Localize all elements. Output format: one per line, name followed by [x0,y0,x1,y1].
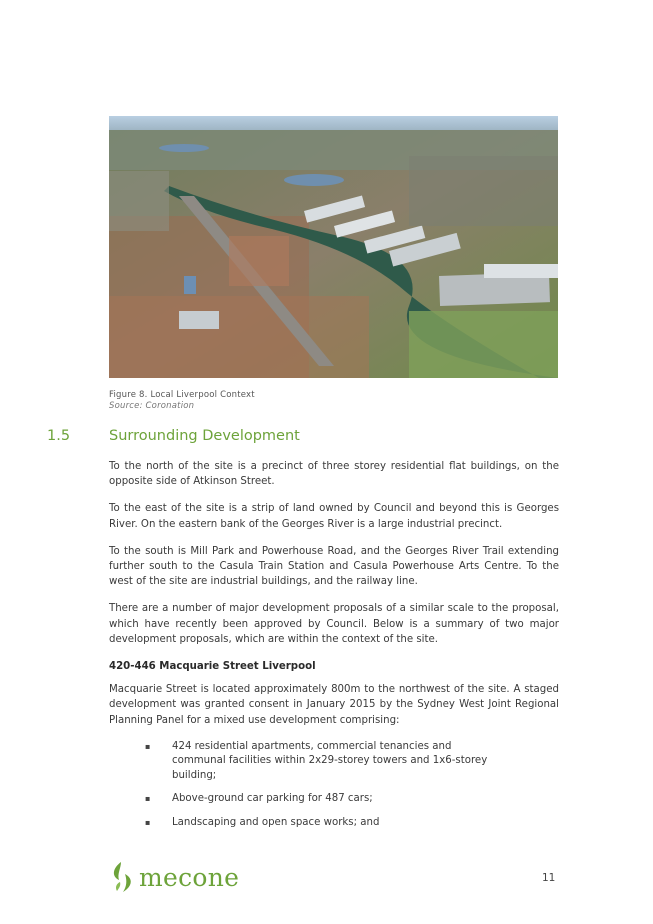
section-title: Surrounding Development [109,428,300,444]
figure-source: Source: Coronation [109,401,195,411]
aerial-photo-drawing [109,116,558,378]
section-heading [47,428,567,444]
list-item: ▪ Above-ground car parking for 487 cars; [109,792,559,807]
aerial-photo [109,116,558,378]
paragraph-south: To the south is Mill Park and Powerhouse Road, and the Georges River Trail extending further south to the Casula Train Station and Casula Powerhouse Arts Centre. To the west of the site are industrial buildings, and the railway line. [109,545,559,588]
bullet-list [109,740,559,831]
section-body [109,459,559,839]
list-item: ▪ Landscaping and open space works; and [109,816,559,831]
paragraph-east: To the east of the site is a strip of land owned by Council and beyond this is Georges River. On the eastern bank of the Georges River is a large industrial precinct. [109,503,559,530]
page-number: 11 [542,872,556,884]
mecone-logo [111,861,239,893]
logo-text: mecone [139,862,240,892]
leaf-icon [111,862,135,892]
paragraph-proposals: There are a number of major development proposals of a similar scale to the proposal, which have recently been approved by Council. Below is a summary of two major development proposals, which are within the context of the site. [109,603,559,645]
list-item: ▪ 424 residential apartments, commercial tenancies and communal facilities within 2x29-storey towers and 1x6-storey building; [109,740,559,784]
subsection-paragraph: Macquarie Street is located approximately 800m to the northwest of the site. A staged development was granted consent in January 2015 by the Sydney West Joint Regional Planning Panel for a mixed use development comprising: [109,684,559,726]
figure-caption-block [109,390,255,412]
figure-caption: Figure 8. Local Liverpool Context [109,390,255,400]
paragraph-north: To the north of the site is a precinct of three storey residential flat buildings, on the opposite side of Atkinson Street. [109,461,559,488]
subsection-title: 420-446 Macquarie Street Liverpool [109,661,316,673]
section-number: 1.5 [47,428,71,444]
